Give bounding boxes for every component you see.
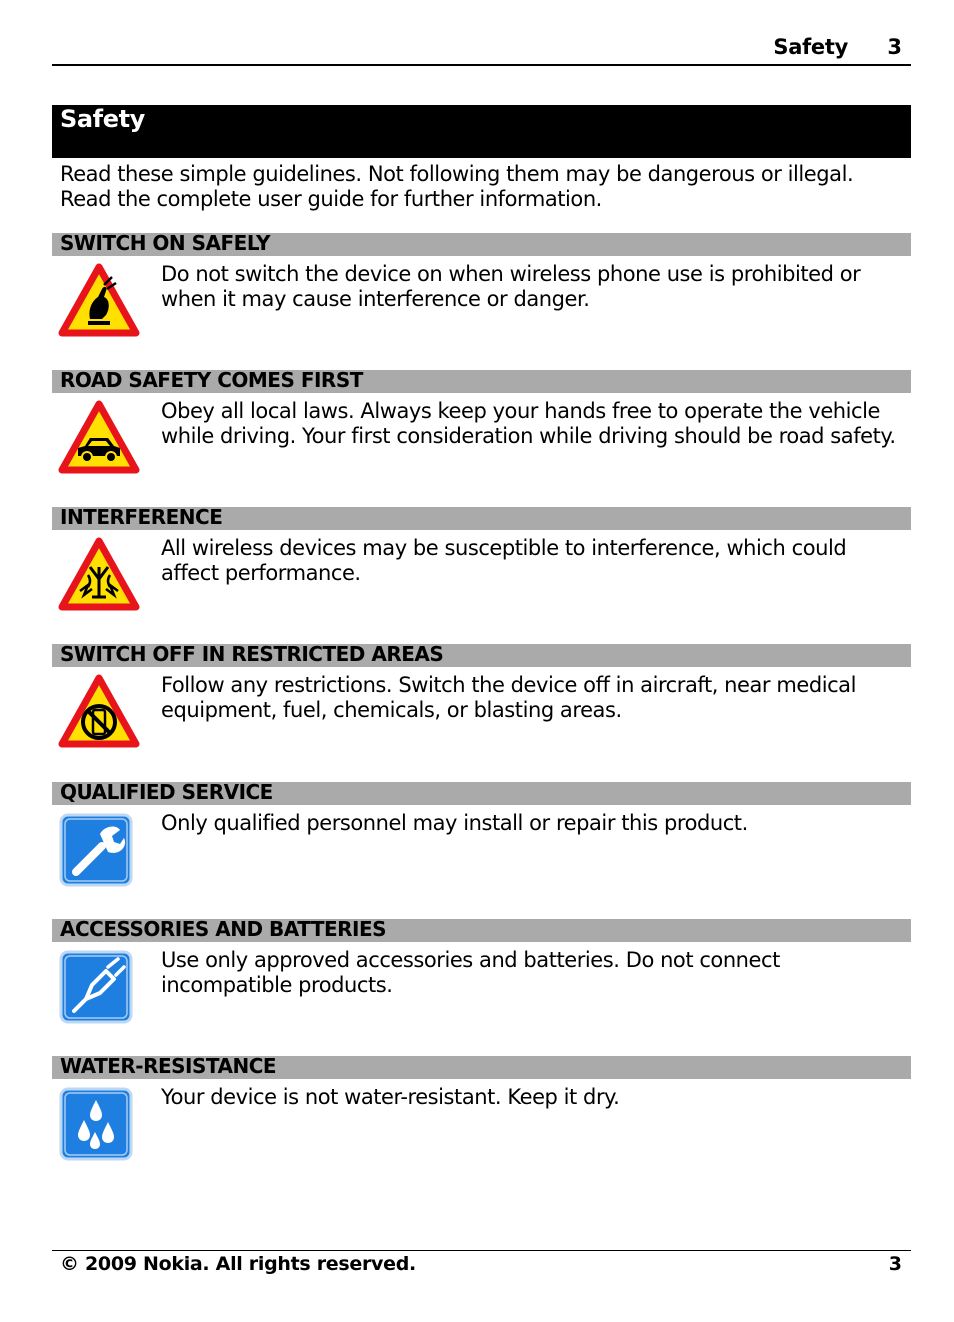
section-heading: ACCESSORIES AND BATTERIES (60, 917, 387, 941)
section-heading: ROAD SAFETY COMES FIRST (60, 368, 363, 392)
title-bar (52, 105, 911, 158)
safety-section-switch-on (52, 233, 911, 370)
car-warning-icon (58, 400, 140, 476)
section-heading-bar (52, 370, 911, 393)
section-heading-bar (52, 233, 911, 256)
safety-section-water (52, 1056, 911, 1193)
page-footer (52, 1250, 911, 1281)
water-drops-icon (58, 1086, 140, 1162)
safety-section-road (52, 370, 911, 507)
wrench-icon (58, 812, 140, 888)
safety-section-interference (52, 507, 911, 644)
section-heading-bar (52, 1056, 911, 1079)
section-body-text: Obey all local laws. Always keep your hands free to operate the vehicle while driving. Your first consideration while driving should be road safety. (161, 399, 896, 448)
section-heading: INTERFERENCE (60, 505, 223, 529)
header-page-number: 3 (887, 35, 902, 59)
section-heading-bar (52, 644, 911, 667)
no-phone-warning-icon (58, 674, 140, 750)
section-heading-bar (52, 782, 911, 805)
section-body-text: All wireless devices may be susceptible to interference, which could affect performance. (161, 536, 847, 585)
page-title: Safety (60, 105, 145, 133)
safety-section-restricted (52, 644, 911, 781)
section-heading: SWITCH ON SAFELY (60, 231, 270, 255)
plug-icon (58, 949, 140, 1025)
section-body-text: Your device is not water-resistant. Keep it dry. (161, 1085, 620, 1109)
section-body-text: Use only approved accessories and batteries. Do not connect incompatible products. (161, 948, 780, 997)
section-heading: QUALIFIED SERVICE (60, 780, 273, 804)
section-heading: WATER-RESISTANCE (60, 1054, 277, 1078)
section-heading: SWITCH OFF IN RESTRICTED AREAS (60, 642, 444, 666)
copyright-notice: © 2009 Nokia. All rights reserved. (60, 1253, 416, 1275)
safety-section-accessories (52, 919, 911, 1056)
section-heading-bar (52, 507, 911, 530)
section-body-text: Follow any restrictions. Switch the device off in aircraft, near medical equipment, fuel, chemicals, or blasting areas. (161, 673, 856, 722)
page-header (52, 30, 911, 66)
footer-page-number: 3 (888, 1253, 902, 1275)
header-section-name: Safety (773, 35, 848, 59)
safety-section-service (52, 782, 911, 919)
section-body-text: Do not switch the device on when wireless phone use is prohibited or when it may cause interference or danger. (161, 262, 861, 311)
hand-warning-icon (58, 263, 140, 339)
section-heading-bar (52, 919, 911, 942)
section-body-text: Only qualified personnel may install or repair this product. (161, 811, 748, 835)
intro-paragraph: Read these simple guidelines. Not following them may be dangerous or illegal. Read the complete user guide for further information. (60, 162, 854, 211)
interference-warning-icon (58, 537, 140, 613)
